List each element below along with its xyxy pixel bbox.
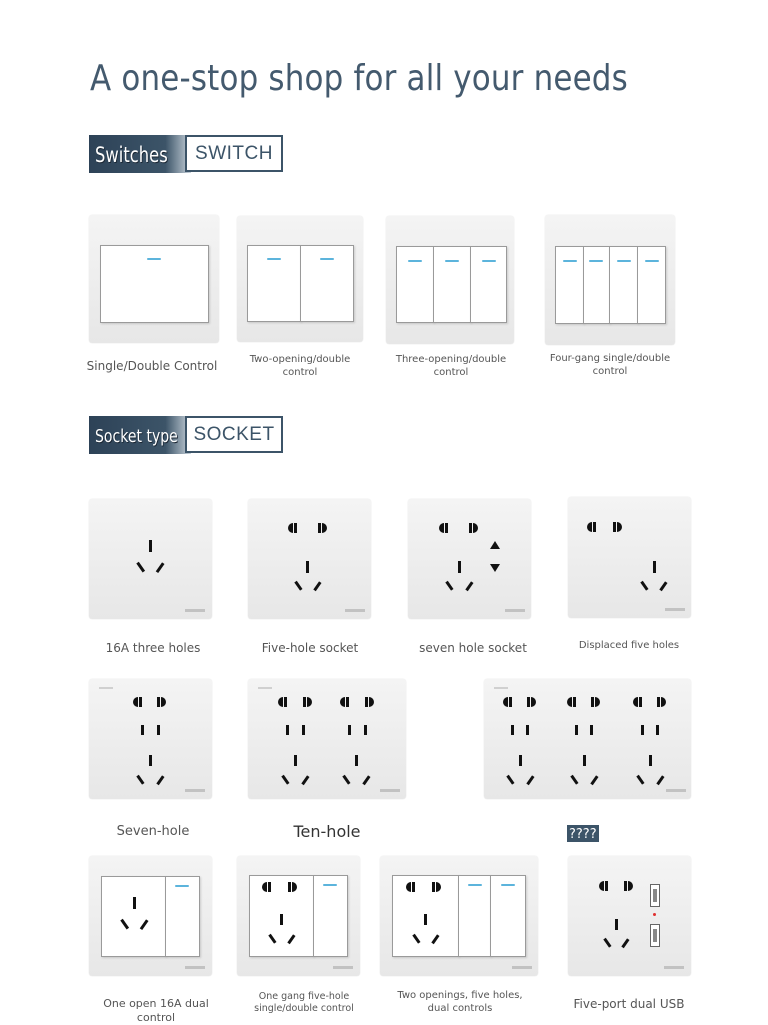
model-mark xyxy=(99,687,113,689)
indicator-light-icon xyxy=(320,258,334,260)
switches-section-banner xyxy=(89,135,283,173)
indicator-light-icon xyxy=(468,884,482,886)
switches-banner-tag: SWITCH xyxy=(195,143,273,164)
switch-key xyxy=(583,246,610,324)
indicator-light-icon xyxy=(323,884,337,886)
switch-key xyxy=(165,876,200,957)
switch-key xyxy=(396,246,434,323)
switch-key xyxy=(247,245,301,322)
switch-key xyxy=(313,875,348,957)
product-caption: ???? xyxy=(569,827,597,842)
indicator-light-icon xyxy=(408,260,422,262)
indicator-light-icon xyxy=(175,885,189,887)
product-card-displaced-five-hole[interactable] xyxy=(568,497,691,618)
seven-hole-vertical-socket-icon xyxy=(89,679,212,799)
product-card-three-gang-switch[interactable] xyxy=(386,216,514,344)
indicator-light-icon xyxy=(147,258,161,260)
indicator-light-icon xyxy=(589,260,603,262)
product-card-16a-dual-control[interactable] xyxy=(89,856,212,976)
three-hole-socket-icon xyxy=(102,877,166,956)
product-card-ten-hole[interactable] xyxy=(248,679,406,799)
brand-mark xyxy=(512,966,532,969)
displaced-five-hole-socket-icon xyxy=(568,497,691,618)
brand-mark xyxy=(665,608,685,611)
product-card-two-gang-switch[interactable] xyxy=(237,216,363,342)
product-caption: Three-opening/double control xyxy=(395,354,507,378)
brand-mark xyxy=(666,789,686,792)
indicator-light-icon xyxy=(563,260,577,262)
product-caption: Two-opening/double control xyxy=(249,354,351,378)
product-caption: Four-gang single/double control xyxy=(549,353,671,377)
indicator-light-icon xyxy=(482,260,496,262)
switches-banner-title: Switches xyxy=(95,143,168,167)
switch-key xyxy=(433,246,471,323)
brand-mark xyxy=(185,789,205,792)
switch-key xyxy=(458,875,491,957)
switches-banner-tag-box xyxy=(185,135,283,172)
switch-key xyxy=(555,246,584,324)
brand-mark xyxy=(345,609,365,612)
five-hole-usb-socket-icon xyxy=(568,856,691,976)
brand-mark xyxy=(185,966,205,969)
product-card-fifteen-hole[interactable] xyxy=(484,679,691,799)
three-hole-socket-icon xyxy=(89,499,212,619)
brand-mark xyxy=(185,609,205,612)
brand-mark xyxy=(333,966,353,969)
product-caption: Ten-hole xyxy=(293,822,361,841)
product-caption: seven hole socket xyxy=(419,641,527,655)
socket-panel xyxy=(392,875,459,957)
indicator-light-icon xyxy=(617,260,631,262)
product-card-five-hole-socket[interactable] xyxy=(248,499,371,619)
socket-banner-tag-box xyxy=(185,416,283,453)
model-mark xyxy=(494,687,508,689)
product-caption: 16A three holes xyxy=(105,641,201,655)
seven-hole-socket-icon xyxy=(408,499,531,619)
page-headline: A one-stop shop for all your needs xyxy=(90,58,628,99)
usb-port-icon xyxy=(650,884,660,907)
switch-key xyxy=(637,246,666,324)
indicator-light-icon xyxy=(501,884,515,886)
product-caption: Single/Double Control xyxy=(86,359,218,373)
brand-mark xyxy=(505,609,525,612)
switch-key xyxy=(100,245,209,323)
product-caption-badge xyxy=(567,825,599,842)
product-caption: Two openings, five holes, dual controls xyxy=(397,990,523,1014)
socket-section-banner xyxy=(89,416,283,454)
switches-banner-label-bg xyxy=(89,135,191,173)
switch-key xyxy=(470,246,507,323)
indicator-light-icon xyxy=(645,260,659,262)
five-hole-socket-icon xyxy=(393,876,459,956)
product-card-single-switch[interactable] xyxy=(89,215,219,343)
product-card-seven-hole[interactable] xyxy=(89,679,212,799)
product-caption: One open 16A dual control xyxy=(103,997,209,1024)
socket-banner-label-bg xyxy=(89,416,191,454)
switch-key xyxy=(300,245,354,322)
product-caption: One gang five-hole single/double control xyxy=(254,991,354,1014)
switch-key xyxy=(490,875,526,957)
product-caption: Seven-hole xyxy=(116,824,190,839)
socket-panel xyxy=(101,876,166,957)
product-card-one-gang-five-hole-switch[interactable] xyxy=(237,856,360,976)
model-mark xyxy=(258,687,272,689)
product-caption: Displaced five holes xyxy=(578,640,680,651)
product-card-five-port-dual-usb[interactable] xyxy=(568,856,691,976)
product-card-two-gang-five-hole-switch[interactable] xyxy=(380,856,538,976)
socket-panel xyxy=(249,875,314,957)
fifteen-hole-socket-icon xyxy=(484,679,691,799)
ten-hole-socket-icon xyxy=(248,679,406,799)
five-hole-socket-icon xyxy=(250,876,314,956)
usb-port-icon xyxy=(650,924,660,947)
indicator-light-icon xyxy=(445,260,459,262)
product-card-seven-hole-socket[interactable] xyxy=(408,499,531,619)
product-caption: Five-hole socket xyxy=(261,641,359,655)
five-hole-socket-icon xyxy=(248,499,371,619)
switch-key xyxy=(609,246,638,324)
product-card-four-gang-switch[interactable] xyxy=(545,215,675,345)
power-indicator-icon xyxy=(653,913,656,916)
product-card-16a-three-hole[interactable] xyxy=(89,499,212,619)
brand-mark xyxy=(380,789,400,792)
product-caption: Five-port dual USB xyxy=(573,997,685,1011)
socket-banner-tag: SOCKET xyxy=(193,424,275,445)
brand-mark xyxy=(664,966,684,969)
socket-banner-title: Socket type xyxy=(95,426,178,447)
indicator-light-icon xyxy=(267,258,281,260)
